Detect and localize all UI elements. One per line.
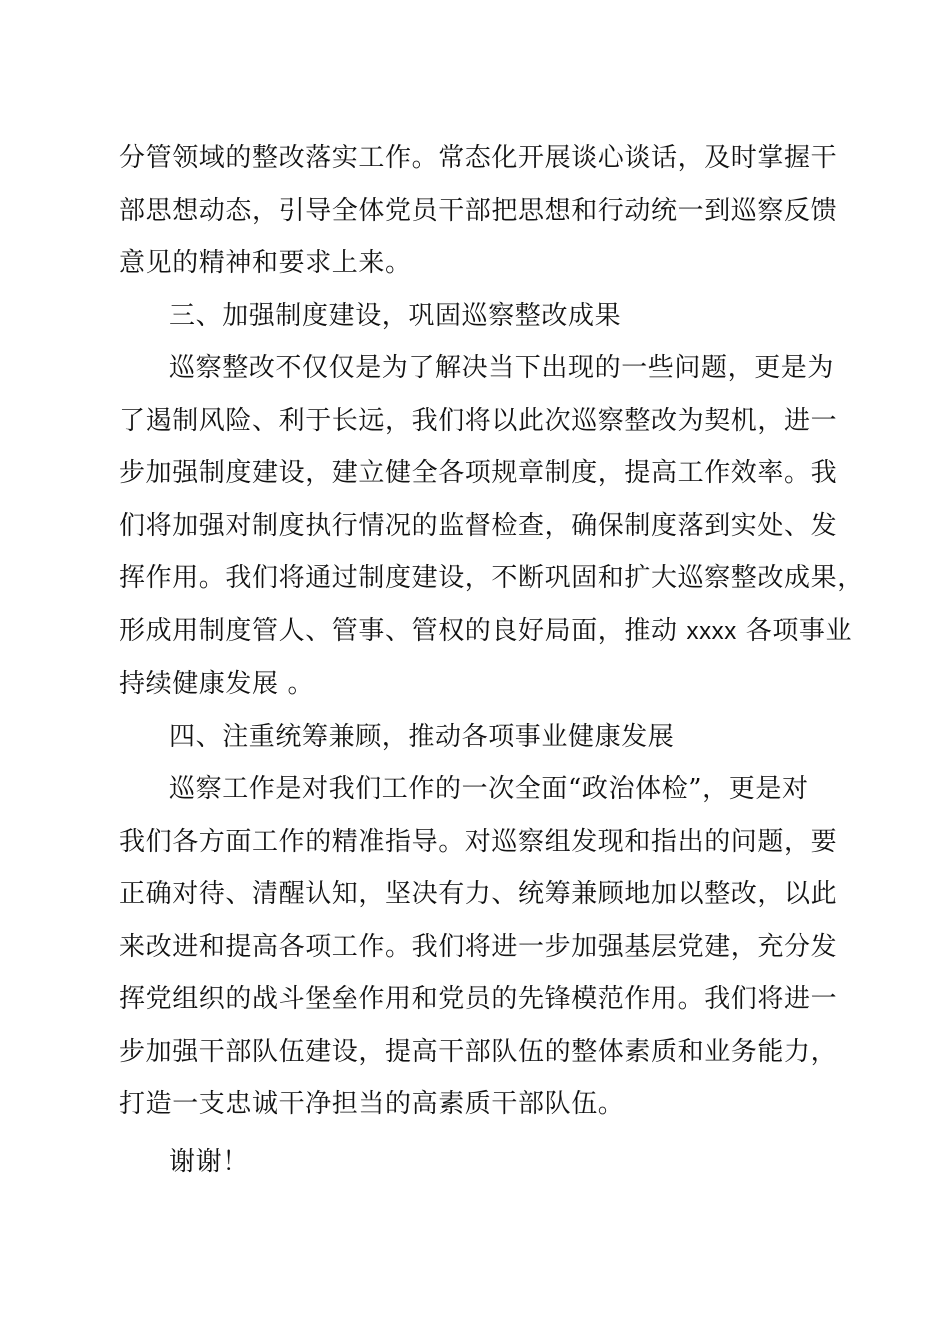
text-line: 部思想动态，引导全体党员干部把思想和行动统一到巡察反馈 [119, 195, 838, 226]
document-body [119, 132, 864, 1188]
heading-text: 四、注重统筹兼顾，推动各项事业健康发展 [169, 721, 675, 752]
paragraph-3 [119, 342, 864, 711]
text-line: 来改进和提高各项工作。我们将进一步加强基层党建，充分发 [119, 931, 838, 962]
paragraph-4 [119, 763, 838, 1131]
text-segment: 各项事业 [736, 615, 853, 646]
text-line: 挥党组织的战斗堡垒作用和党员的先锋模范作用。我们将进一 [119, 984, 838, 1014]
closing-line [119, 1136, 831, 1189]
text-line: 了遏制风险、利于长远，我们将以此次巡察整改为契机，进一 [119, 405, 838, 436]
text-line [119, 605, 853, 659]
text-line: 我们各方面工作的精准指导。对巡察组发现和指出的问题，要 [119, 826, 838, 857]
placeholder-xxxx: xxxx [686, 617, 737, 645]
text-line: 意见的精神和要求上来。 [119, 248, 412, 278]
section-heading-4 [119, 711, 831, 764]
text-line: 持续健康发展 。 [119, 669, 315, 699]
text-line: 步加强干部队伍建设，提高干部队伍的整体素质和业务能力， [119, 1036, 838, 1067]
text-line: 分管领域的整改落实工作。常态化开展谈心谈话，及时掌握干 [119, 143, 838, 173]
heading-text: 三、加强制度建设，巩固巡察整改成果 [169, 300, 622, 331]
closing-text: 谢谢！ [169, 1146, 249, 1177]
section-heading-3 [119, 290, 831, 343]
text-line: 挥作用。我们将通过制度建设，不断巩固和扩大巡察整改成果， [119, 563, 864, 593]
text-line: 打造一支忠诚干净担当的高素质干部队伍。 [119, 1089, 625, 1119]
text-line: 巡察整改不仅仅是为了解决当下出现的一些问题，更是为 [169, 353, 835, 383]
text-segment: 形成用制度管人、管事、管权的良好局面，推动 [119, 615, 687, 646]
text-line: 们将加强对制度执行情况的监督检查，确保制度落到实处、发 [119, 510, 838, 541]
text-line: 步加强制度建设，建立健全各项规章制度，提高工作效率。我 [119, 458, 838, 488]
text-line: 正确对待、清醒认知，坚决有力、统筹兼顾地加以整改，以此 [119, 879, 838, 909]
text-line: 巡察工作是对我们工作的一次全面“政治体检”，更是对 [169, 774, 809, 804]
paragraph-continuation [119, 132, 838, 290]
